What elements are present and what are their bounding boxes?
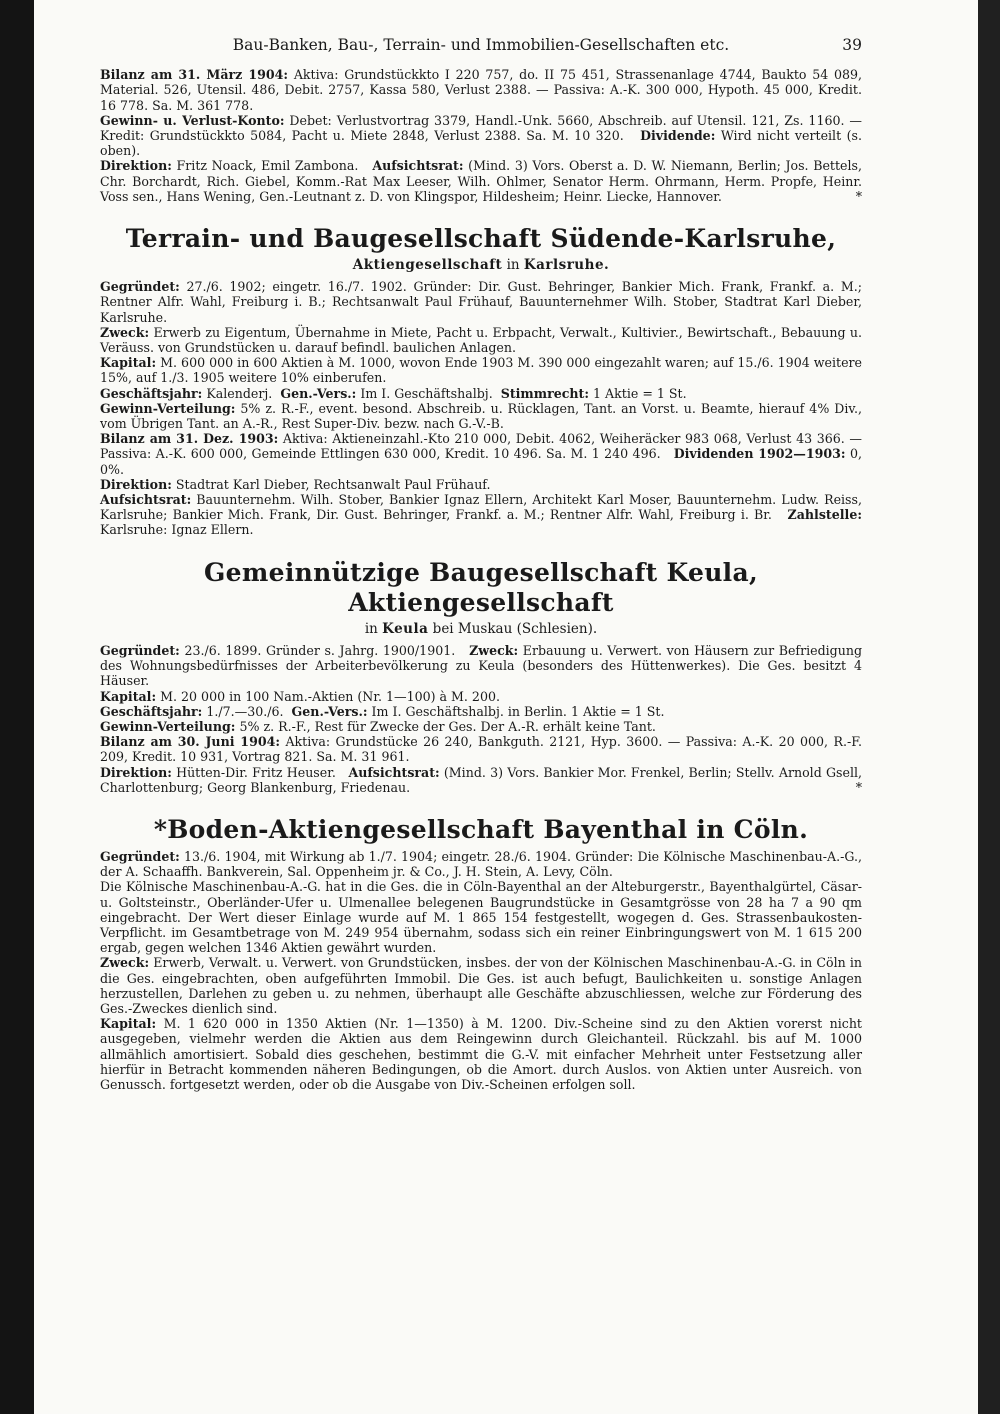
kapital-paragraph	[100, 1016, 862, 1092]
geschaeftsjahr-paragraph	[100, 386, 862, 401]
gewinn-verteilung-text: 5% z. R.-F., event. besond. Abschreib. u. Rücklagen, Tant. an Vorst. u. Beamte, hierauf 4% Div., vom Übrigen Tant. an A.-R., Rest Super-Div. bezw. nach G.-V.-B.	[100, 400, 862, 432]
section-bayenthal	[100, 815, 862, 1092]
kapital-paragraph	[100, 355, 862, 385]
aufsichtsrat-label: Aufsichtsrat:	[372, 158, 464, 174]
gegruendet-text: 23./6. 1899. Gründer s. Jahrg. 1900/1901.	[184, 642, 456, 658]
dividenden-text: 0, 0%.	[100, 446, 862, 477]
subtitle-place: Keula	[382, 620, 429, 637]
running-head-title: Bau-Banken, Bau-, Terrain- und Immobilien-Gesellschaften etc.	[232, 36, 730, 54]
kapital-text: M. 20 000 in 100 Nam.-Aktien (Nr. 1—100) à M. 200.	[160, 688, 500, 704]
aufsichtsrat-paragraph	[100, 492, 862, 538]
einlage-text: Die Kölnische Maschinenbau-A.-G. hat in die Ges. die in Cöln-Bayenthal an der Alteburgerstr., Bayenthalgürtel, Cäsar- u. Goltsteinstr., Oberländer-Ufer u. Ulmenallee belegenen Baugrundstücke in Gesamtgrösse von 28 ha 7 a 90 qm eingebracht. Der Wert dieser Einlage wurde auf M. 1 865 154 festgestellt, wogegen d. Ges. Strassenbaukosten-Verpflicht. im Gesamtbetrage von M. 249 954 übernahm, sodass sich ein reiner Einbringungswert von M. 1 615 200 ergab, gegen welchen 1346 Aktien gewährt wurden.	[100, 879, 862, 956]
direktion-text: Stadtrat Karl Dieber, Rechtsanwalt Paul Frühauf.	[175, 476, 491, 492]
stimmrecht-label: Stimmrecht:	[500, 385, 590, 401]
zweck-text: Erwerb, Verwalt. u. Verwert. von Grundstücken, insbes. der von der Kölnischen Maschinenbau-A.-G. in Cöln in die Ges. eingebrachten, oben aufgeführten Immobil. Die Ges. ist auch befugt, Baulichkeiten u. sonstige Anlagen herzustellen, Darlehen zu geben u. zu nehmen, überhaupt alle Geschäfte abzuschliessen, welche zur Förderung des Ges.-Zweckes dienlich sind.	[100, 955, 862, 1016]
geschaeftsjahr-text: Kalenderj.	[206, 385, 273, 401]
direktion-paragraph	[100, 477, 862, 492]
aufsichtsrat-text: Bauunternehm. Wilh. Stober, Bankier Ignaz Ellern, Architekt Karl Moser, Bauunternehm. Ludw. Reiss, Karlsruhe; Bankier Mich. Frank, Dir. Gust. Behringer, Frankf. a. M.; Rentner Alfr. Wahl, Freiburg i. Br.	[100, 492, 862, 523]
direktion-text: Hütten-Dir. Fritz Heuser.	[176, 764, 336, 780]
bilanz-label: Bilanz am 30. Juni 1904:	[100, 734, 281, 750]
company-title: *Boden-Aktiengesellschaft Bayenthal in Cöln.	[153, 814, 809, 844]
zweck-paragraph	[100, 325, 862, 355]
gewinn-verteilung-label: Gewinn-Verteilung:	[100, 400, 236, 416]
geschaeftsjahr-label: Geschäftsjahr:	[100, 703, 203, 719]
company-subtitle	[100, 258, 862, 273]
direktion-text: Fritz Noack, Emil Zambona.	[176, 158, 359, 174]
dividenden-label: Dividenden 1902—1903:	[673, 446, 846, 462]
bilanz-label: Bilanz am 31. Dez. 1903:	[100, 431, 279, 447]
gegruendet-paragraph	[100, 279, 862, 325]
page-number: 39	[842, 36, 862, 54]
gegruendet-paragraph	[100, 643, 862, 689]
aufsichtsrat-label: Aufsichtsrat:	[100, 492, 192, 508]
subtitle-in: in	[364, 620, 378, 637]
bilanz-paragraph	[100, 734, 862, 764]
kapital-label: Kapital:	[100, 1016, 157, 1032]
geschaeftsjahr-text: 1./7.—30./6.	[206, 703, 284, 719]
subtitle-in: in	[506, 257, 520, 274]
company-subtitle	[100, 622, 862, 637]
kapital-text: M. 1 620 000 in 1350 Aktien (Nr. 1—1350) à M. 1200. Div.-Scheine sind zu den Aktien vorerst nicht ausgegeben, vielmehr werden die Aktien aus dem Reingewinn durch Gleichanteil. Rückzahl. bis auf M. 1000 allmählich amortisiert. Sobald dies geschehen, bestimmt die G.-V. mit einfacher Mehrheit unter Festsetzung aller hierfür in Betracht kommenden näheren Bedingungen, ob die Amort. durch Auslos. von Aktien unter Ausreich. von Genussch. fortgesetzt werden, oder ob die Ausgabe von Div.-Scheinen erfolgen soll.	[100, 1016, 862, 1092]
direktion-label: Direktion:	[100, 158, 172, 174]
document-page	[100, 38, 862, 1092]
subtitle-rest: bei Muskau (Schlesien).	[432, 620, 598, 637]
gen-vers-text: Im I. Geschäftshalbj.	[360, 385, 493, 401]
gewinn-verlust-label: Gewinn- u. Verlust-Konto:	[100, 112, 285, 128]
gegruendet-label: Gegründet:	[100, 279, 180, 295]
zweck-paragraph	[100, 955, 862, 1016]
end-mark: *	[855, 188, 862, 204]
direktion-label: Direktion:	[100, 764, 172, 780]
gegruendet-text: 13./6. 1904, mit Wirkung ab 1./7. 1904; eingetr. 28./6. 1904. Gründer: Die Kölnische Maschinenbau-A.-G., der A. Schaaffh. Bankverein, Sal. Oppenheim jr. & Co., J. H. Stein, A. Levy, Cöln.	[100, 848, 862, 880]
company-title: Gemeinnützige Baugesellschaft Keula, Aktiengesellschaft	[204, 557, 758, 617]
gen-vers-text: Im I. Geschäftshalbj. in Berlin. 1 Aktie = 1 St.	[371, 703, 665, 719]
dividende-label: Dividende:	[640, 128, 716, 144]
scan-right-edge	[978, 0, 1000, 1414]
subtitle-place: Karlsruhe.	[523, 257, 610, 274]
aufsichtsrat-text: (Mind. 3) Vors. Oberst a. D. W. Niemann, Berlin; Jos. Bettels, Chr. Borchardt, Rich. Giebel, Komm.-Rat Max Leeser, Wilh. Ohlmer, Senator Herm. Ohrmann, Herm. Propfe, Heinr. Voss sen., Hans Wening, Gen.-Leutnant z. D. von Klingspor, Hildesheim; Heinr. Liecke, Hannover.	[100, 158, 862, 204]
zweck-label: Zweck:	[100, 955, 150, 971]
section-suedende-karlsruhe	[100, 224, 862, 538]
bilanz-label: Bilanz am 31. März 1904:	[100, 67, 289, 83]
dividende-text: Wird nicht verteilt (s. oben).	[100, 128, 862, 159]
aufsichtsrat-text: (Mind. 3) Vors. Bankier Mor. Frenkel, Berlin; Stellv. Arnold Gsell, Charlottenburg; Georg Blankenburg, Friedenau.	[100, 764, 863, 795]
running-head	[100, 38, 862, 53]
gen-vers-label: Gen.-Vers.:	[280, 385, 357, 401]
bilanz-text: Aktiva: Grundstückkto I 220 757, do. II 75 451, Strassenanlage 4744, Baukto 54 089, Material. 526, Utensil. 486, Debit. 2757, Kassa 580, Verlust 2388. — Passiva: A.-K. 300 000, Hypoth. 45 000, Kredit. 16 778. Sa. M. 361 778.	[100, 67, 863, 113]
gegruendet-text: 27./6. 1902; eingetr. 16./7. 1902. Gründer: Dir. Gust. Behringer, Bankier Mich. Frank, Frankf. a. M.; Rentner Alfr. Wahl, Freiburg i. B.; Rechtsanwalt Paul Frühauf, Bauunternehmer Wilh. Stober, Stadtrat Karl Dieber, Karlsruhe.	[100, 279, 862, 325]
section-keula	[100, 558, 862, 795]
stimmrecht-text: 1 Aktie = 1 St.	[593, 385, 687, 401]
end-mark: *	[855, 779, 862, 795]
geschaeftsjahr-paragraph	[100, 704, 862, 719]
zahlstelle-label: Zahlstelle:	[787, 507, 862, 523]
geschaeftsjahr-label: Geschäftsjahr:	[100, 385, 203, 401]
kapital-label: Kapital:	[100, 688, 157, 704]
section-continuation	[100, 67, 862, 204]
einlage-paragraph	[100, 879, 862, 955]
kapital-text: M. 600 000 in 600 Aktien à M. 1000, wovon Ende 1903 M. 390 000 eingezahlt waren; auf 15./6. 1904 weitere 15%, auf 1./3. 1905 weitere 10% einberufen.	[100, 355, 862, 386]
bilanz-text: Aktiva: Grundstücke 26 240, Bankguth. 2121, Hyp. 3600. — Passiva: A.-K. 20 000, R.-F. 209, Kredit. 10 931, Vortrag 821. Sa. M. 31 961.	[100, 734, 862, 765]
gegruendet-label: Gegründet:	[100, 848, 180, 864]
direktion-label: Direktion:	[100, 476, 172, 492]
gewinn-verlust-paragraph	[100, 113, 862, 159]
company-title: Terrain- und Baugesellschaft Südende-Karlsruhe,	[125, 224, 837, 254]
zweck-text: Erbauung u. Verwert. von Häusern zur Befriedigung des Wohnungsbedürfnisses der Arbeiterbevölkerung zu Keula (besonders des Hüttenwerkes). Die Ges. besitzt 4 Häuser.	[100, 642, 863, 689]
bilanz-paragraph	[100, 431, 862, 477]
kapital-label: Kapital:	[100, 355, 157, 371]
zweck-text: Erwerb zu Eigentum, Übernahme in Miete, Pacht u. Erbpacht, Verwalt., Kultivier., Bewirtschaft., Bebauung u. Veräuss. von Grundstücken u. darauf befindl. baulichen Anlagen.	[100, 324, 862, 356]
direktion-paragraph	[100, 158, 862, 204]
zahlstelle-text: Karlsruhe: Ignaz Ellern.	[100, 522, 254, 538]
kapital-paragraph	[100, 689, 862, 704]
bilanz-text: Aktiva: Aktieneinzahl.-Kto 210 000, Debit. 4062, Weiheräcker 983 068, Verlust 43 366. — Passiva: A.-K. 600 000, Gemeinde Ettlingen 630 000, Kredit. 10 496. Sa. M. 1 240 496.	[100, 431, 862, 462]
bilanz-paragraph	[100, 67, 862, 113]
zweck-label: Zweck:	[100, 324, 150, 340]
gegruendet-paragraph	[100, 849, 862, 879]
direktion-paragraph	[100, 765, 862, 795]
zweck-label: Zweck:	[469, 642, 519, 658]
gewinn-verteilung-paragraph	[100, 401, 862, 431]
gewinn-verteilung-label: Gewinn-Verteilung:	[100, 718, 236, 734]
gen-vers-label: Gen.-Vers.:	[291, 703, 368, 719]
aufsichtsrat-label: Aufsichtsrat:	[348, 764, 440, 780]
gewinn-verteilung-paragraph	[100, 719, 862, 734]
scan-left-edge	[0, 0, 34, 1414]
subtitle-form: Aktiengesellschaft	[352, 257, 503, 274]
gegruendet-label: Gegründet:	[100, 642, 180, 658]
gewinn-verteilung-text: 5% z. R.-F., Rest für Zwecke der Ges. Der A.-R. erhält keine Tant.	[239, 718, 656, 734]
gewinn-verlust-text: Debet: Verlustvortrag 3379, Handl.-Unk. 5660, Abschreib. auf Utensil. 121, Zs. 1160. — Kredit: Grundstückkto 5084, Pacht u. Miete 2848, Verlust 2388. Sa. M. 10 320.	[100, 112, 862, 144]
